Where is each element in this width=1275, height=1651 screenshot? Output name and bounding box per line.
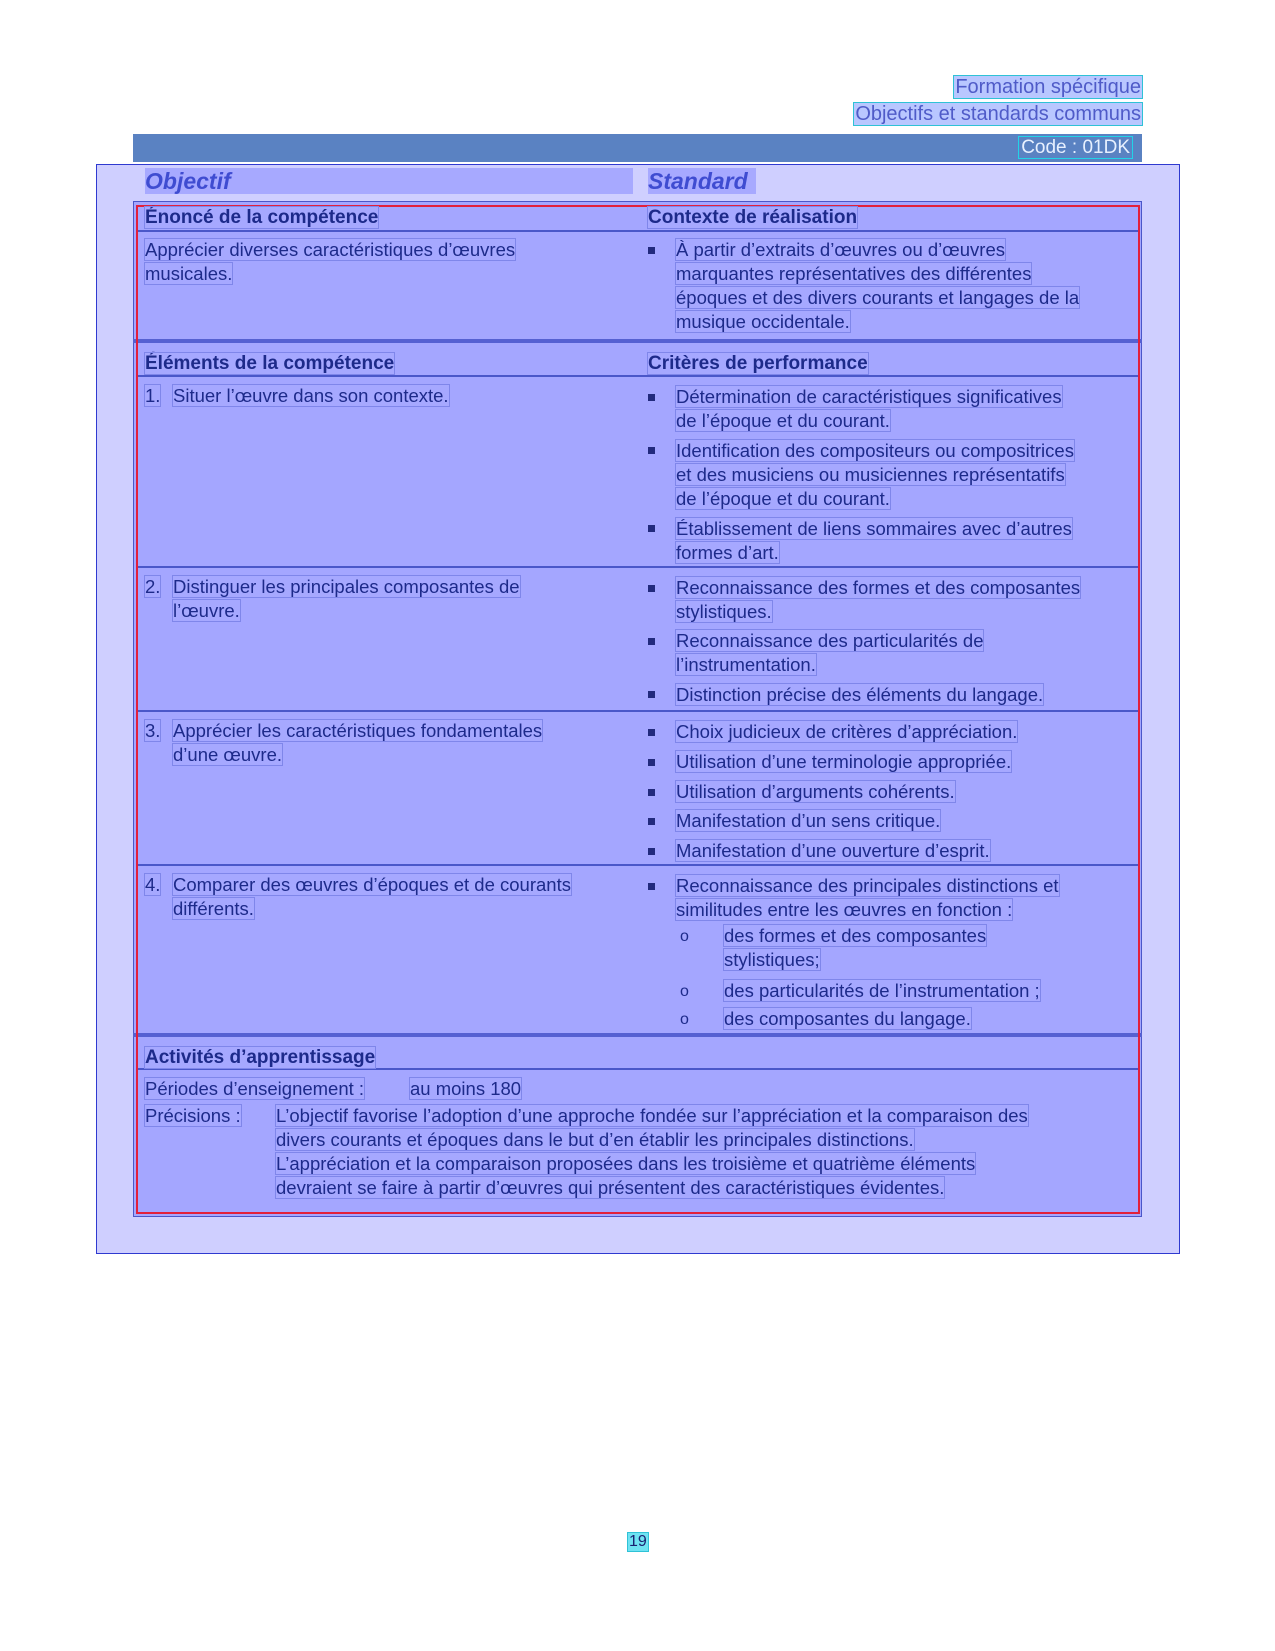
criterion-text: Manifestation d’un sens critique. xyxy=(676,810,941,831)
criterion-text: Utilisation d’une terminologie appropriée. xyxy=(676,751,1012,772)
element-number: 1. xyxy=(145,385,161,406)
contexte-text: époques et des divers courants et langages de la xyxy=(676,287,1080,308)
rule xyxy=(136,566,1140,568)
enonce-text: Apprécier diverses caractéristiques d’œuvres xyxy=(145,239,516,260)
contexte-heading: Contexte de réalisation xyxy=(648,207,858,228)
element-text: différents. xyxy=(173,898,254,919)
bullet-icon xyxy=(648,585,655,592)
criterion-text: stylistiques. xyxy=(676,601,772,622)
rule xyxy=(136,864,1140,866)
criterion-text: Reconnaissance des principales distinctions et xyxy=(676,875,1059,896)
precisions-text: L’objectif favorise l’adoption d’une approche fondée sur l’appréciation et la comparaison des xyxy=(276,1105,1028,1126)
criterion-text: de l’époque et du courant. xyxy=(676,488,890,509)
criterion-text: de l’époque et du courant. xyxy=(676,410,890,431)
sub-criterion-text: des composantes du langage. xyxy=(724,1008,971,1029)
bullet-icon xyxy=(648,525,655,532)
bullet-icon xyxy=(648,883,655,890)
header-objectifs: Objectifs et standards communs xyxy=(855,103,1141,125)
element-number: 4. xyxy=(145,874,161,895)
criterion-text: et des musiciens ou musiciennes représentatifs xyxy=(676,464,1065,485)
element-text: Apprécier les caractéristiques fondamentales xyxy=(173,720,543,741)
rule xyxy=(136,710,1140,712)
page-number: 19 xyxy=(629,1533,647,1550)
sub-bullet-marker: o xyxy=(680,1011,689,1028)
element-number: 3. xyxy=(145,720,161,741)
bullet-icon xyxy=(648,729,655,736)
criteres-heading: Critères de performance xyxy=(648,353,868,374)
bullet-icon xyxy=(648,759,655,766)
elements-heading: Éléments de la compétence xyxy=(145,353,395,374)
rule xyxy=(133,1033,1142,1037)
element-text: Comparer des œuvres d’époques et de courants xyxy=(173,874,571,895)
activites-heading: Activités d’apprentissage xyxy=(145,1047,376,1068)
element-text: l’œuvre. xyxy=(173,600,240,621)
bullet-icon xyxy=(648,638,655,645)
criterion-text: Manifestation d’une ouverture d’esprit. xyxy=(676,840,990,861)
column-standard: Standard xyxy=(648,168,756,194)
criterion-text: Reconnaissance des particularités de xyxy=(676,630,984,651)
enonce-text: musicales. xyxy=(145,263,233,284)
rule xyxy=(136,230,1140,232)
criterion-text: Reconnaissance des formes et des composantes xyxy=(676,577,1081,598)
periodes-value: au moins 180 xyxy=(410,1078,522,1099)
criterion-text: Choix judicieux de critères d’appréciation. xyxy=(676,721,1018,742)
criterion-text: Établissement de liens sommaires avec d’autres xyxy=(676,518,1072,539)
precisions-label: Précisions : xyxy=(145,1105,241,1126)
bullet-icon xyxy=(648,447,655,454)
precisions-text: devraient se faire à partir d’œuvres qui présentent des caractéristiques évidentes. xyxy=(276,1177,945,1198)
criterion-text: similitudes entre les œuvres en fonction : xyxy=(676,899,1013,920)
contexte-text: marquantes représentatives des différentes xyxy=(676,263,1032,284)
sub-bullet-marker: o xyxy=(680,928,689,945)
criterion-text: Détermination de caractéristiques significatives xyxy=(676,386,1062,407)
element-number: 2. xyxy=(145,576,161,597)
bullet-icon xyxy=(648,848,655,855)
sub-criterion-text: des formes et des composantes xyxy=(724,925,987,946)
criterion-text: formes d’art. xyxy=(676,542,779,563)
bullet-icon xyxy=(648,691,655,698)
bullet-icon xyxy=(648,247,655,254)
code-bar xyxy=(133,134,1142,162)
element-text: d’une œuvre. xyxy=(173,744,282,765)
element-text: Distinguer les principales composantes de xyxy=(173,576,520,597)
bullet-icon xyxy=(648,789,655,796)
sub-criterion-text: stylistiques; xyxy=(724,949,820,970)
periodes-label: Périodes d’enseignement : xyxy=(145,1078,365,1099)
column-objectif: Objectif xyxy=(145,168,633,194)
criterion-text: Distinction précise des éléments du langage. xyxy=(676,684,1044,705)
criterion-text: Utilisation d’arguments cohérents. xyxy=(676,781,955,802)
contexte-text: À partir d’extraits d’œuvres ou d’œuvres xyxy=(676,239,1005,260)
criterion-text: Identification des compositeurs ou compositrices xyxy=(676,440,1074,461)
element-text: Situer l’œuvre dans son contexte. xyxy=(173,385,449,406)
precisions-text: divers courants et époques dans le but d’en établir les principales distinctions. xyxy=(276,1129,914,1150)
contexte-text: musique occidentale. xyxy=(676,311,850,332)
precisions-text: L’appréciation et la comparaison proposées dans les troisième et quatrième éléments xyxy=(276,1153,976,1174)
competency-code: Code : 01DK xyxy=(1021,137,1130,158)
bullet-icon xyxy=(648,818,655,825)
sub-criterion-text: des particularités de l’instrumentation ; xyxy=(724,980,1040,1001)
rule xyxy=(133,339,1142,343)
criterion-text: l’instrumentation. xyxy=(676,654,816,675)
enonce-heading: Énoncé de la compétence xyxy=(145,207,379,228)
sub-bullet-marker: o xyxy=(680,983,689,1000)
bullet-icon xyxy=(648,394,655,401)
header-formation: Formation spécifique xyxy=(955,76,1141,98)
